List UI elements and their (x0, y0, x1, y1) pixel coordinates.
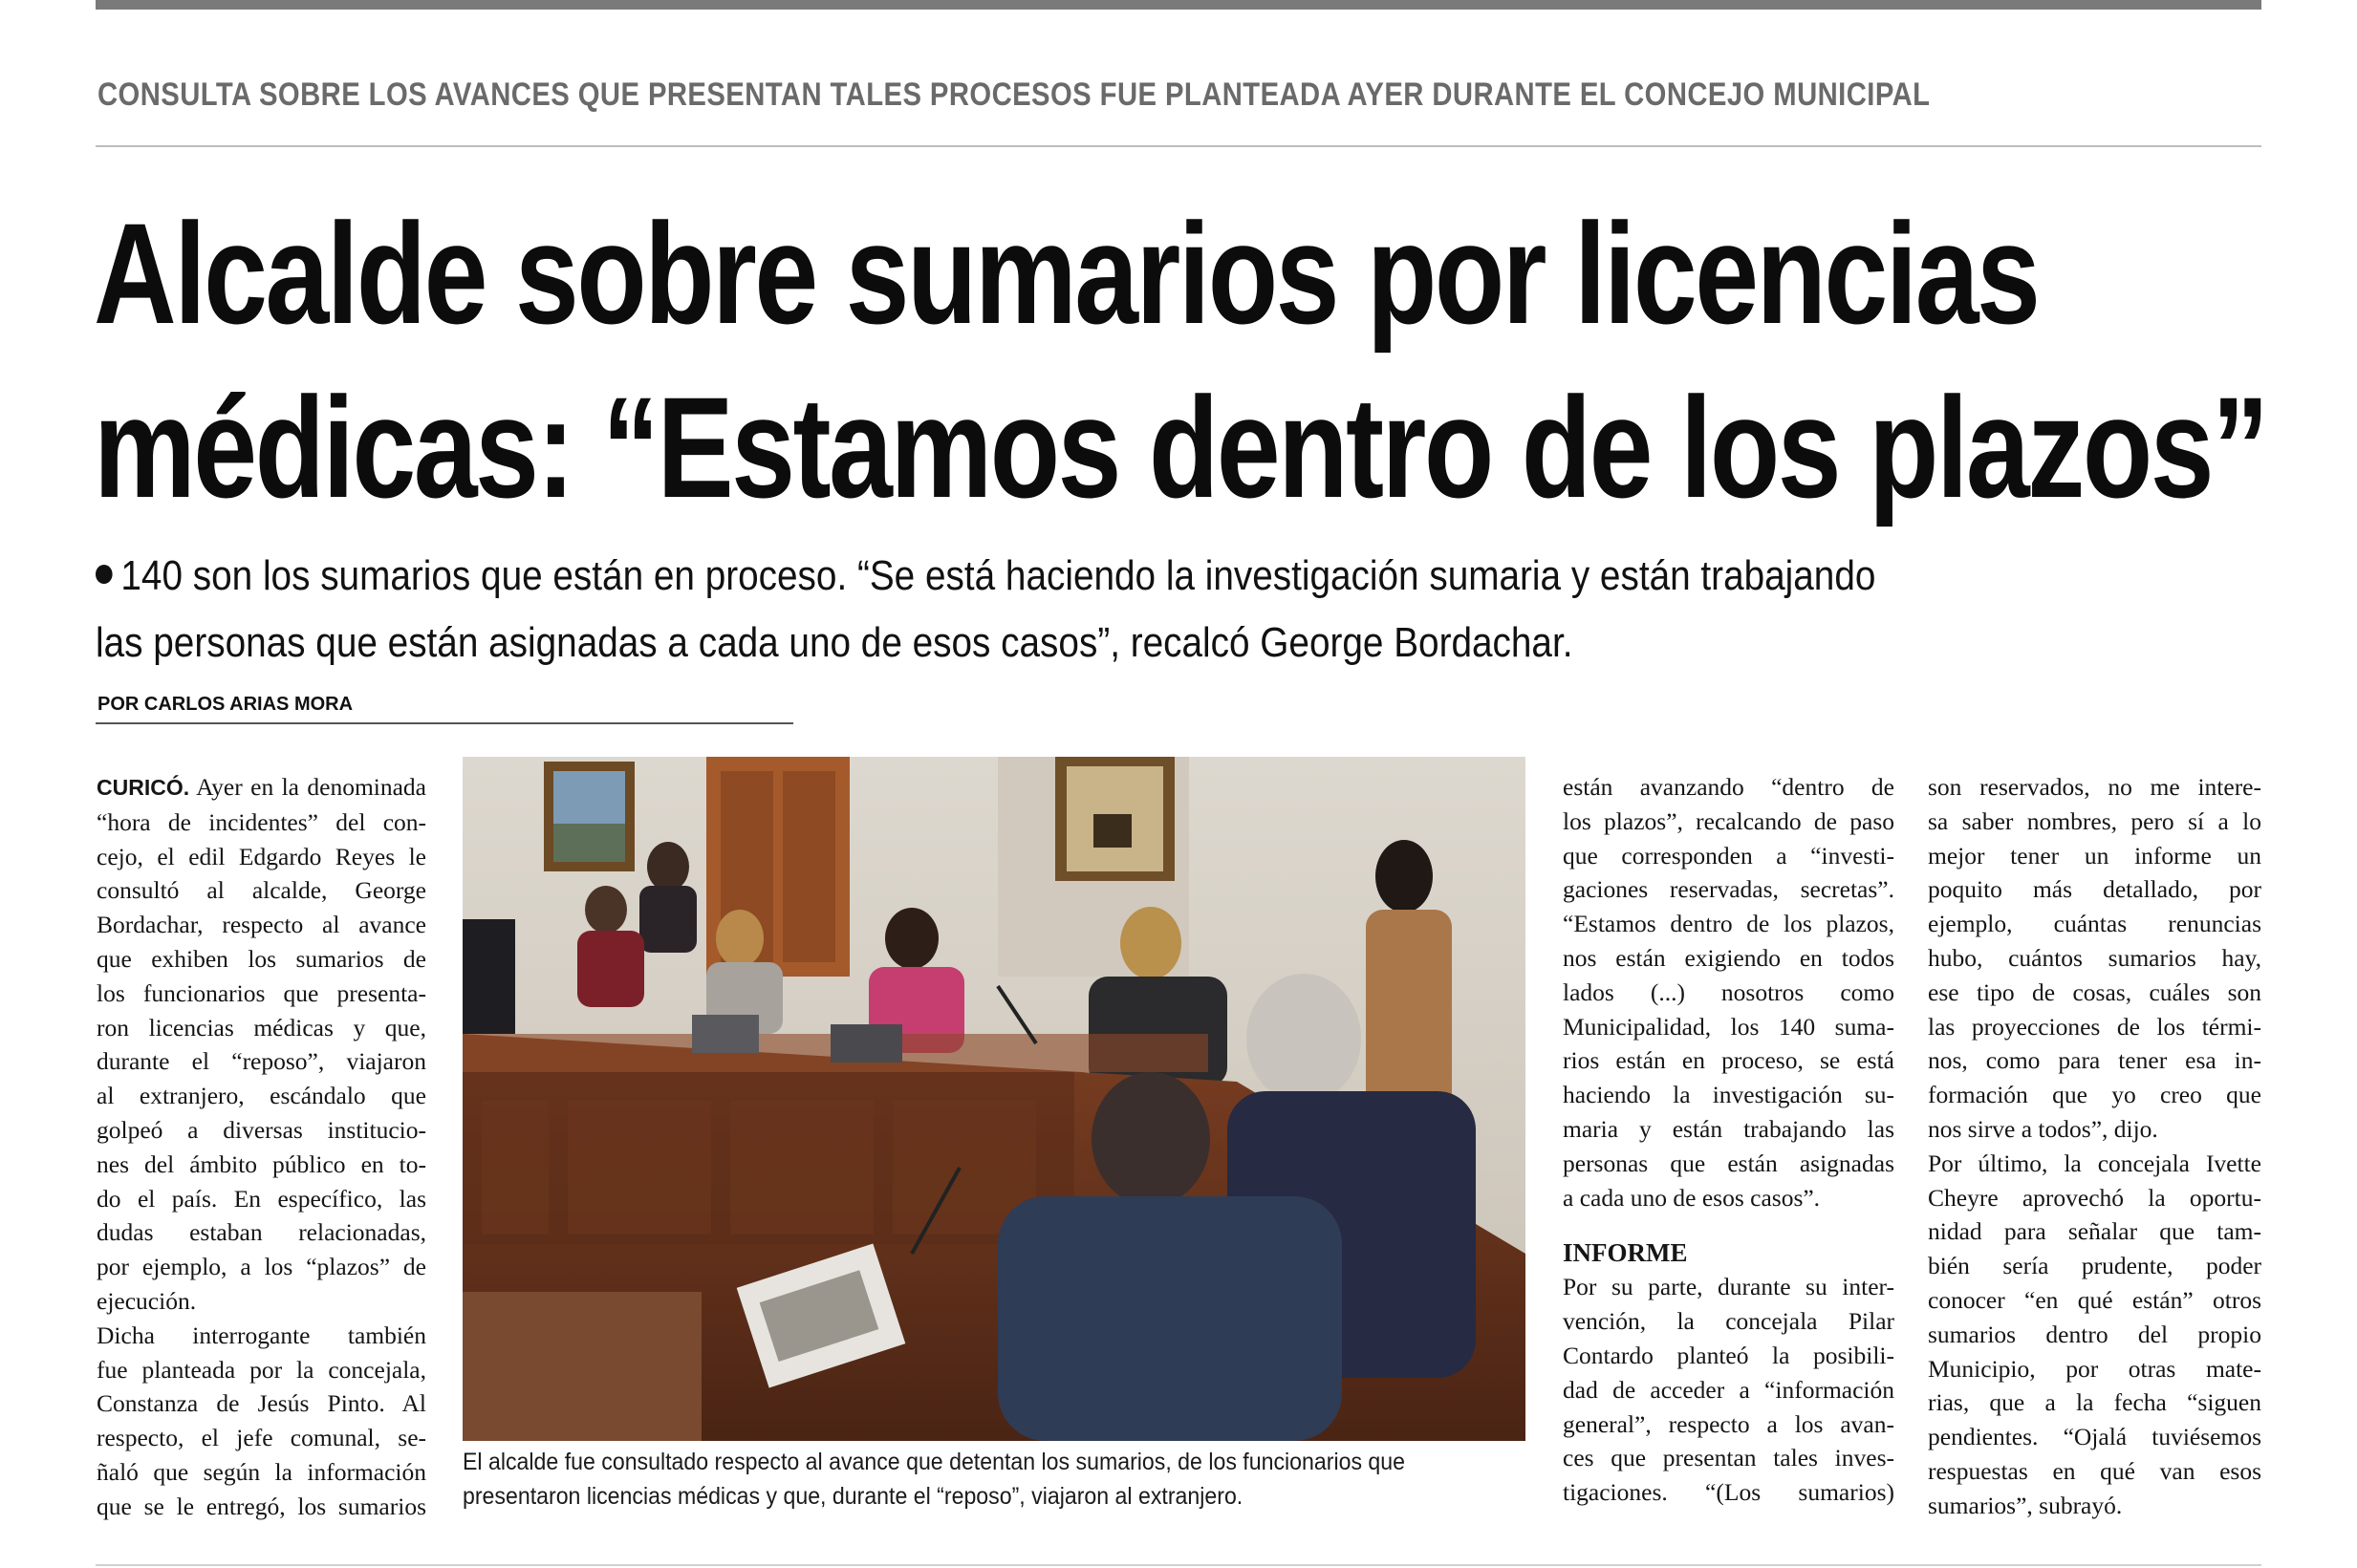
column-1-line: nes del ámbito público en to- (97, 1149, 426, 1178)
column-1-line: dudas estaban relacionadas, (97, 1218, 426, 1247)
column-3-line: que corresponden a “investi- (1563, 841, 1894, 870)
column-3-line: Contardo planteó la posibili- (1563, 1341, 1894, 1369)
column-1-line: ñaló que según la información (97, 1457, 426, 1486)
column-3-line: los plazos”, recalcando de paso (1563, 806, 1894, 835)
column-3-line: maria y están trabajando las (1563, 1114, 1894, 1143)
headline-line-2: médicas: “Estamos dentro de los plazos” (94, 367, 2267, 527)
column-1-line: durante el “reposo”, viajaron (97, 1047, 426, 1076)
caption-line-1: El alcalde fue consultado respecto al avance que detentan los sumarios, de los funcionarios que (463, 1449, 1406, 1475)
column-1-line: consultó al alcalde, George (97, 876, 426, 905)
column-4-line: poquito más detallado, por (1928, 875, 2261, 904)
column-1-line: Constanza de Jesús Pinto. Al (97, 1389, 426, 1418)
column-3-line: personas que están asignadas (1563, 1149, 1894, 1177)
column-4-line: sumarios dentro del propio (1928, 1320, 2261, 1348)
column-4-line: ejemplo, cuántas renuncias (1928, 910, 2261, 938)
column-4-line: Por último, la concejala Ivette (1928, 1149, 2261, 1177)
column-4-line: nidad para señalar que tam- (1928, 1217, 2261, 1246)
column-4-line: hubo, cuántos sumarios hay, (1928, 943, 2261, 972)
column-4-line: Cheyre aprovechó la oportu- (1928, 1183, 2261, 1212)
column-1-line: CURICÓ. Ayer en la denominada (97, 773, 426, 801)
column-4-line: Municipio, por otras mate- (1928, 1354, 2261, 1383)
column-4-line: conocer “en qué están” otros (1928, 1285, 2261, 1314)
column-1-line: “hora de incidentes” del con- (97, 807, 426, 836)
column-1-line: golpeó a diversas institucio- (97, 1115, 426, 1144)
column-3-line: lados (...) nosotros como (1563, 977, 1894, 1006)
column-4-line: formación que yo creo que (1928, 1081, 2261, 1109)
top-rule (96, 0, 2261, 10)
column-4-line: sumarios”, subrayó. (1928, 1491, 2123, 1519)
column-3-line: haciendo la investigación su- (1563, 1081, 1894, 1109)
column-4-line: mejor tener un informe un (1928, 841, 2261, 870)
column-4-line: ese tipo de cosas, cuáles son (1928, 977, 2261, 1006)
column-3-line: nos están exigiendo en todos (1563, 943, 1894, 972)
column-4-line: nos, como para tener esa in- (1928, 1046, 2261, 1075)
column-3-line: vención, la concejala Pilar (1563, 1307, 1894, 1336)
deck-line-2: las personas que están asignadas a cada uno de esos casos”, recalcó George Bordachar. (96, 619, 1573, 666)
headline-line-1: Alcalde sobre sumarios por licencias (94, 193, 2039, 354)
article-column-3 (1563, 770, 1894, 1510)
column-3-line: tigaciones. “(Los sumarios) (1563, 1478, 1894, 1507)
bullet-icon (96, 565, 113, 584)
column-1-line: do el país. En específico, las (97, 1184, 426, 1213)
column-3-line: Municipalidad, los 140 suma- (1563, 1012, 1894, 1041)
column-1-line: por ejemplo, a los “plazos” de (97, 1253, 426, 1281)
column-1-line: Dicha interrogante también (97, 1321, 426, 1349)
column-3-line: Por su parte, durante su inter- (1563, 1273, 1894, 1301)
byline: POR CARLOS ARIAS MORA (97, 694, 354, 715)
column-1-line: ron licencias médicas y que, (97, 1013, 426, 1042)
column-3-line: rios están en proceso, se está (1563, 1046, 1894, 1075)
column-4-line: sa saber nombres, pero sí a lo (1928, 806, 2261, 835)
column-3-line: dad de acceder a “información (1563, 1375, 1894, 1404)
article-column-4 (1928, 770, 2261, 1523)
kicker-rule (96, 145, 2261, 147)
column-4-line: pendientes. “Ojalá tuviésemos (1928, 1423, 2261, 1451)
column-3-line: están avanzando “dentro de (1563, 773, 1894, 801)
headline (94, 186, 2267, 534)
column-1-line: respecto, el jefe comunal, se- (97, 1424, 426, 1452)
column-1-line: al extranjero, escándalo que (97, 1082, 426, 1110)
column-3-line: ces que presentan tales inves- (1563, 1444, 1894, 1472)
column-4-line: las proyecciones de los térmi- (1928, 1012, 2261, 1041)
column-1-line: cejo, el edil Edgardo Reyes le (97, 842, 426, 870)
column-4-line: nos sirve a todos”, dijo. (1928, 1114, 2158, 1143)
column-1-line: que exhiben los sumarios de (97, 944, 426, 973)
caption-line-2: presentaron licencias médicas y que, durante el “reposo”, viajaron al extranjero. (463, 1483, 1243, 1510)
article-column-1 (97, 770, 426, 1524)
dateline: CURICÓ. (97, 775, 190, 800)
column-1-line: fue planteada por la concejala, (97, 1355, 426, 1384)
kicker: CONSULTA SOBRE LOS AVANCES QUE PRESENTAN TALES PROCESOS FUE PLANTEADA AYER DURANTE EL CONCEJO MUNICIPAL (97, 76, 1931, 113)
deck (96, 543, 2114, 677)
column-4-line: bién sería prudente, poder (1928, 1252, 2261, 1280)
council-meeting-photo (463, 757, 1525, 1441)
bottom-rule (96, 1564, 2261, 1566)
column-1-line: los funcionarios que presenta- (97, 978, 426, 1007)
column-4-line: son reservados, no me intere- (1928, 773, 2261, 801)
column-3-line: gaciones reservadas, secretas”. (1563, 875, 1894, 904)
column-3-line: “Estamos dentro de los plazos, (1563, 910, 1894, 938)
byline-rule (96, 722, 793, 724)
column-3-line: general”, respecto a los avan- (1563, 1409, 1894, 1438)
column-4-line: respuestas en qué van esos (1928, 1456, 2261, 1485)
column-3-line: a cada uno de esos casos”. (1563, 1183, 1821, 1212)
column-1-line: que se le entregó, los sumarios (97, 1492, 426, 1520)
article-photo (463, 757, 1525, 1441)
photo-caption (463, 1445, 1524, 1514)
deck-line-1: 140 son los sumarios que están en proceso. “Se está haciendo la investigación sumaria y están trabajando (120, 552, 1876, 599)
column-1-line: Bordachar, respecto al avance (97, 911, 426, 939)
subhead-informe: INFORME (1563, 1238, 1688, 1268)
column-1-line: ejecución. (97, 1286, 197, 1315)
column-4-line: rias, que a la fecha “siguen (1928, 1388, 2261, 1417)
